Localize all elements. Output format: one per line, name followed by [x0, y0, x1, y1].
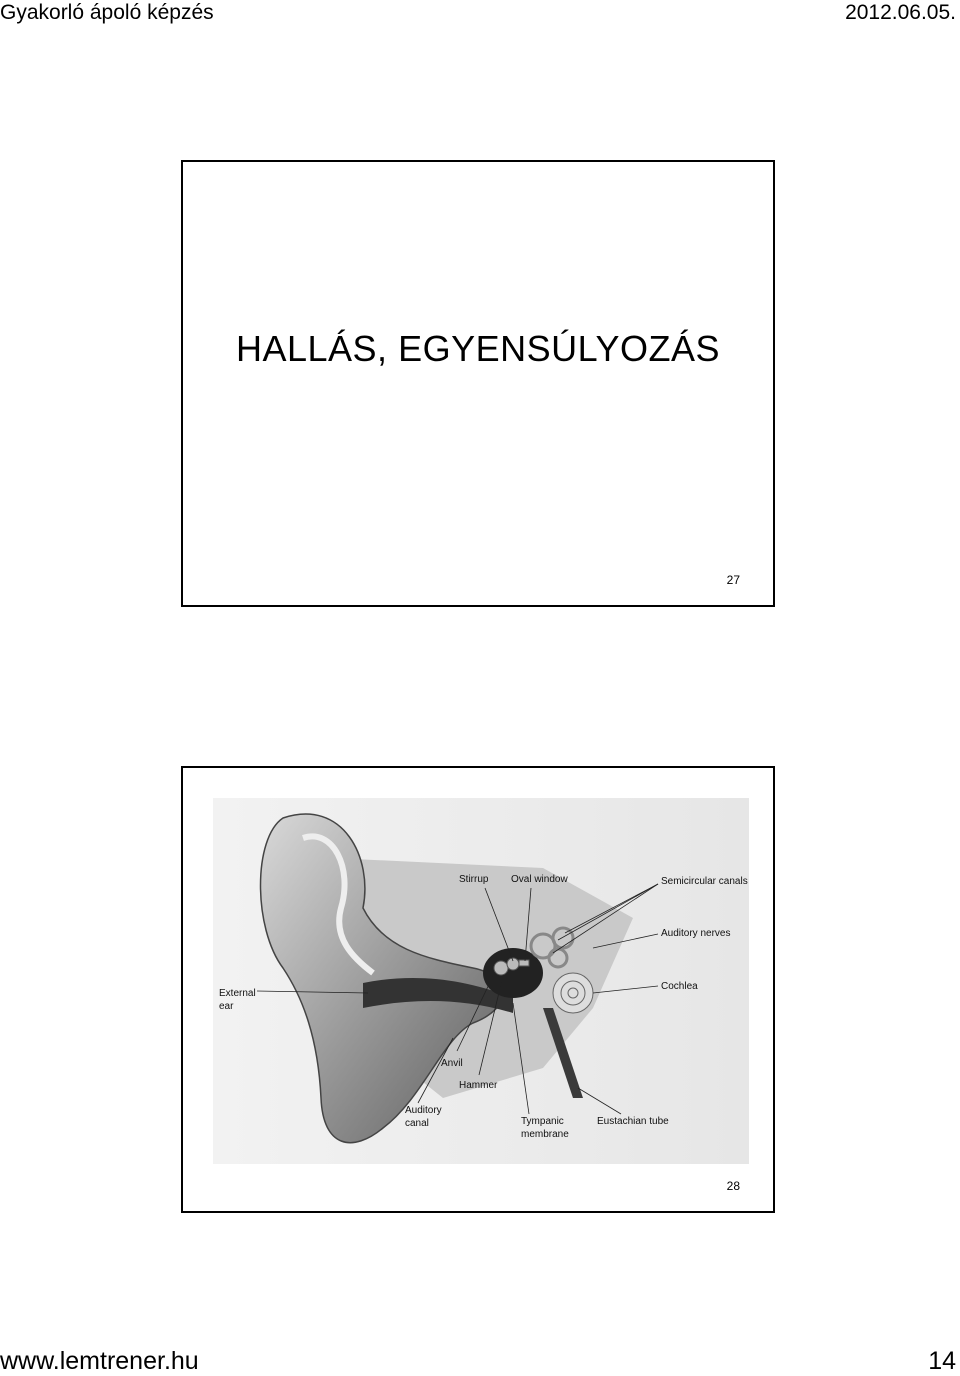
label-hammer: Hammer — [459, 1080, 498, 1091]
footer-page-number: 14 — [928, 1347, 956, 1375]
label-external-ear-1: External — [219, 988, 256, 999]
label-auditory-canal-2: canal — [405, 1118, 429, 1129]
slide-number: 27 — [726, 573, 740, 587]
header-title: Gyakorló ápoló képzés — [0, 1, 214, 24]
label-anvil: Anvil — [441, 1058, 463, 1069]
label-auditory-canal-1: Auditory — [405, 1105, 442, 1116]
slide-number: 28 — [726, 1179, 740, 1193]
label-semicircular-canals: Semicircular canals — [661, 876, 748, 887]
slide-27 — [181, 160, 775, 607]
cochlea-shape — [553, 973, 593, 1013]
ear-anatomy-diagram — [213, 798, 749, 1164]
label-tympanic-1: Tympanic — [521, 1116, 564, 1127]
footer-website: www.lemtrener.hu — [0, 1347, 199, 1375]
slide-28 — [181, 766, 775, 1213]
header-date: 2012.06.05. — [845, 1, 956, 24]
anvil-shape — [507, 958, 519, 970]
label-stirrup: Stirrup — [459, 874, 489, 885]
label-cochlea: Cochlea — [661, 981, 698, 992]
label-tympanic-2: membrane — [521, 1129, 569, 1140]
label-eustachian-tube: Eustachian tube — [597, 1116, 669, 1127]
label-oval-window: Oval window — [511, 874, 568, 885]
label-auditory-nerves: Auditory nerves — [661, 928, 731, 939]
hammer-shape — [494, 961, 508, 975]
stirrup-shape — [519, 960, 529, 966]
slide-title: HALLÁS, EGYENSÚLYOZÁS — [235, 328, 720, 369]
label-external-ear-2: ear — [219, 1001, 234, 1012]
